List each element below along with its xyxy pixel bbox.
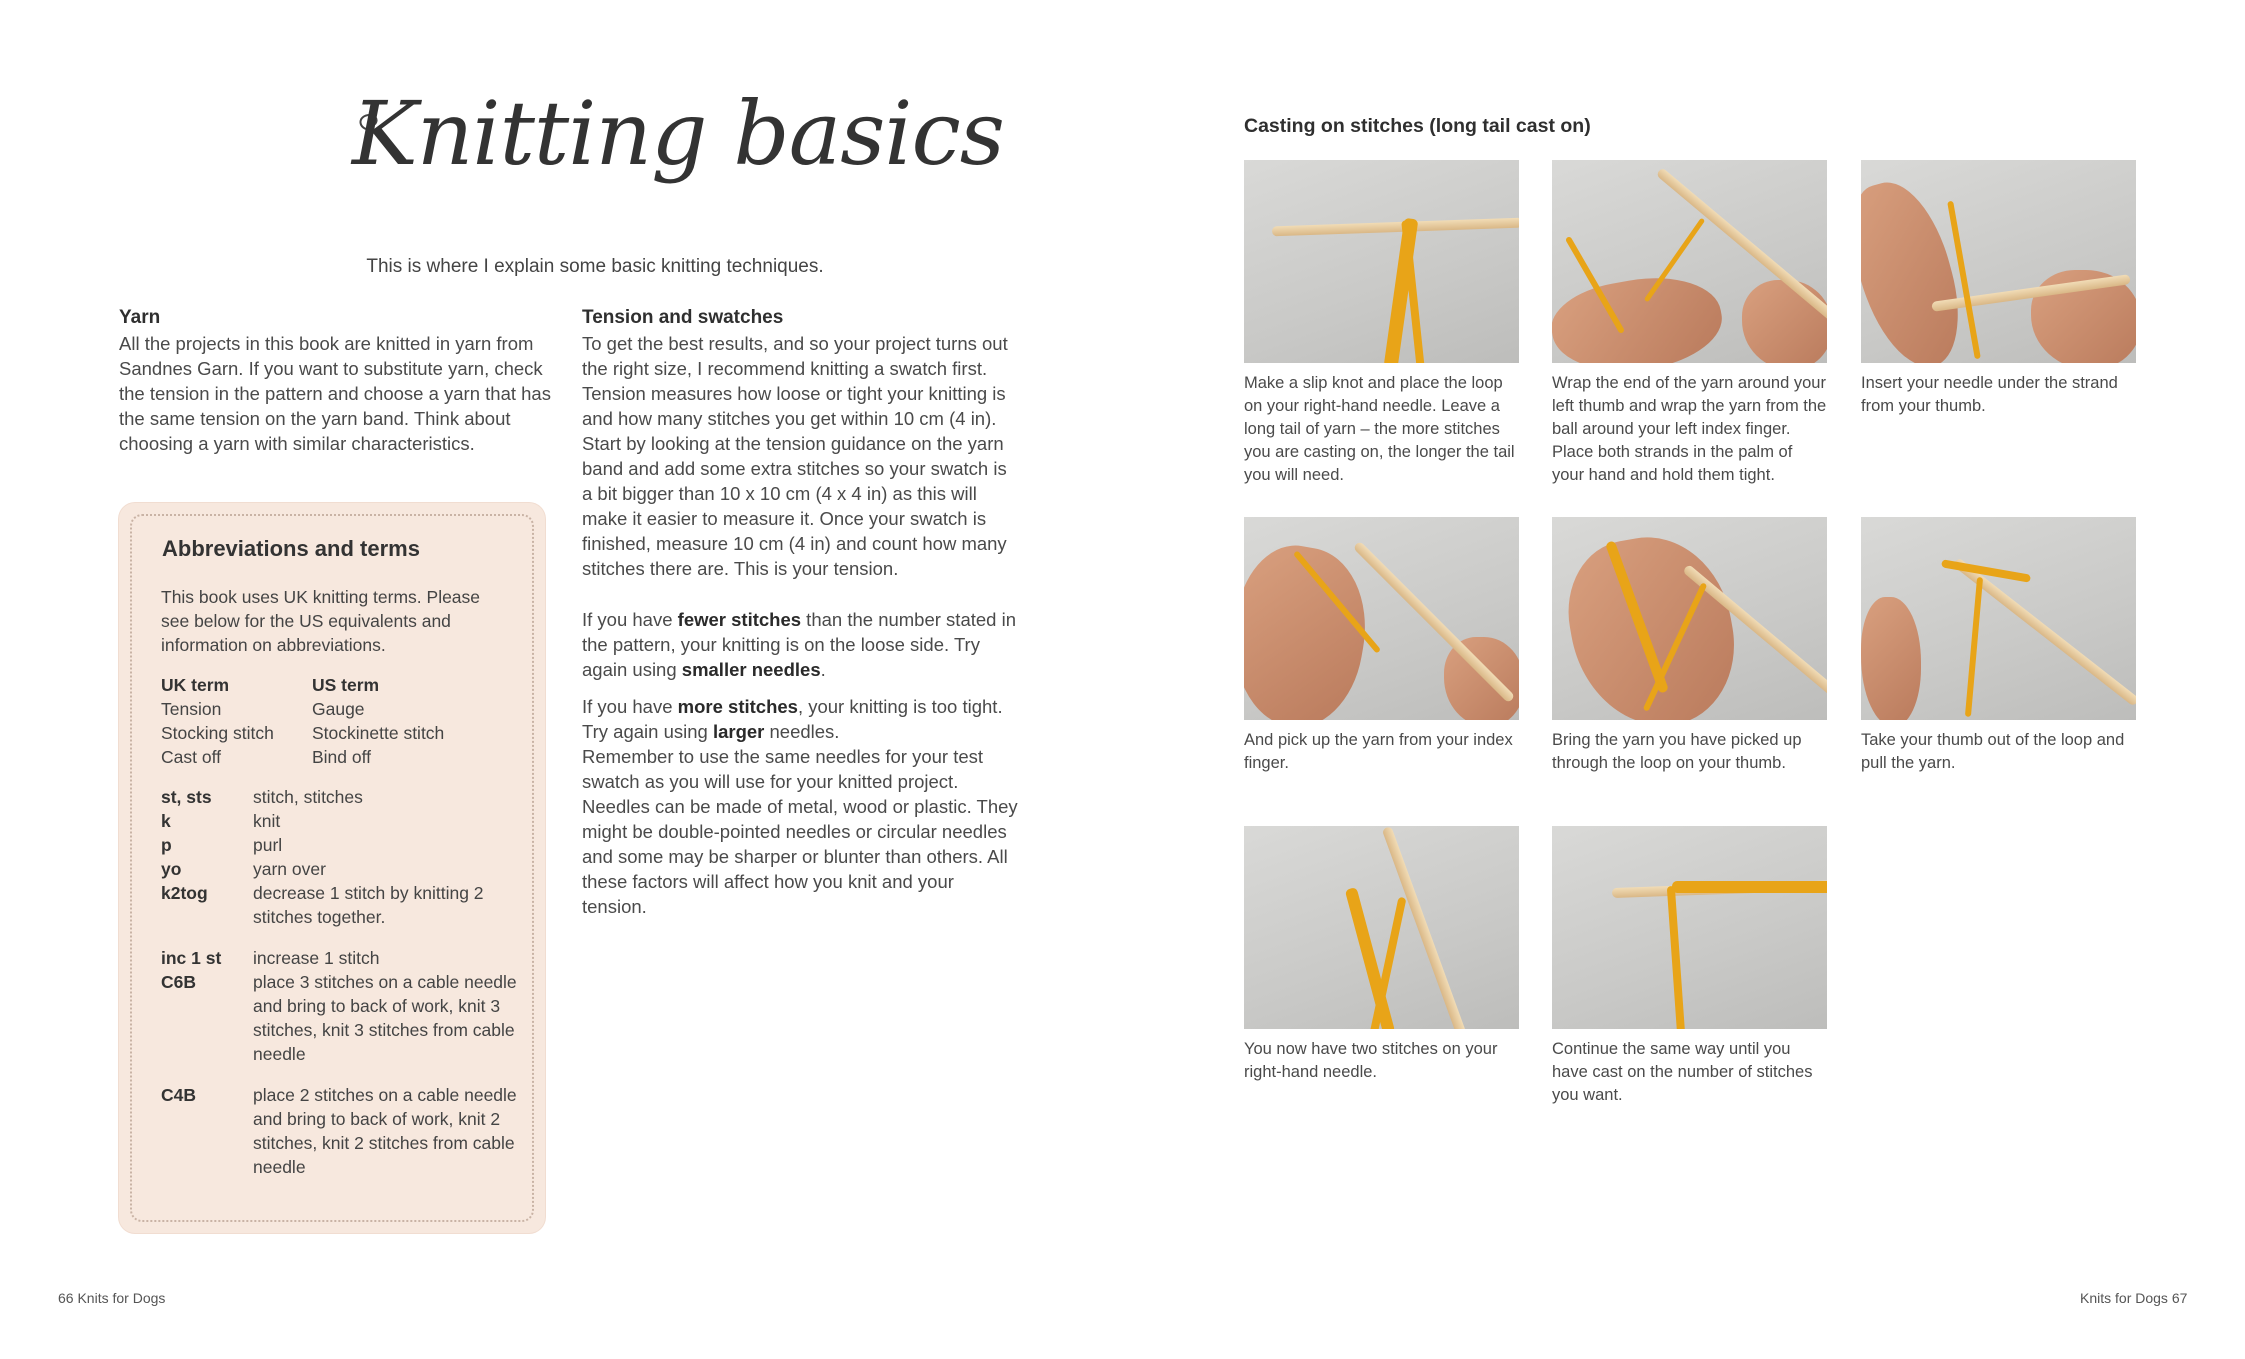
term-table-header: UK term US term xyxy=(161,675,380,695)
cast-on-step-6 xyxy=(1861,517,2136,775)
step-photo xyxy=(1244,160,1519,363)
cast-on-section-title: Casting on stitches (long tail cast on) xyxy=(1244,115,1591,137)
page-title: Knitting basics xyxy=(352,82,1004,185)
yarn-body: All the projects in this book are knitted in yarn from Sandnes Garn. If you want to substitute yarn, check the tension in the pattern and choose a yarn that has the same tension on the yarn band. Think about choosing a yarn with similar characteristics. xyxy=(119,333,551,454)
abbreviation-row: k2tog decrease 1 stitch by knitting 2 stitches together. xyxy=(161,883,484,927)
abbreviation-row: inc 1 st increase 1 stitch xyxy=(161,948,380,968)
page-intro: This is where I explain some basic knitting techniques. xyxy=(366,256,824,277)
abbreviation-row: st, sts stitch, stitches xyxy=(161,787,363,807)
more-stitches-paragraph: If you have more stitches, your knitting is too tight. Try again using larger needles. xyxy=(582,696,1003,742)
step-photo xyxy=(1552,826,1827,1029)
tension-section xyxy=(582,307,1018,931)
yarn-section xyxy=(119,307,555,456)
step-caption: Wrap the end of the yarn around your left thumb and wrap the yarn from the ball around your left index finger. Place both strands in the palm of your hand and hold them tight. xyxy=(1552,374,1827,484)
term-row: Cast off Bind off xyxy=(161,747,372,767)
tension-heading: Tension and swatches xyxy=(582,307,784,328)
cast-on-step-5 xyxy=(1552,517,1827,775)
cast-on-step-3 xyxy=(1861,160,2136,418)
abbreviations-intro: This book uses UK knitting terms. Please see below for the US equivalents and information on abbreviations. xyxy=(161,587,481,655)
abbreviation-row: p purl xyxy=(161,835,283,855)
cast-on-step-1 xyxy=(1244,160,1519,487)
step-caption: Continue the same way until you have cast on the number of stitches you want. xyxy=(1552,1040,1813,1104)
needles-paragraph: Remember to use the same needles for your test swatch as you will use for your knitted project. Needles can be made of metal, wood or plastic. They might be double-pointed needles or circular needles and some may be sharper or blunter than others. All these factors will affect how you knit and your tension. xyxy=(582,746,1018,917)
yarn-heading: Yarn xyxy=(119,307,161,328)
cast-on-step-7 xyxy=(1244,826,1519,1084)
step-photo xyxy=(1552,160,1827,363)
step-photo xyxy=(1244,517,1519,720)
step-photo xyxy=(1861,517,2136,720)
term-row: Tension Gauge xyxy=(161,699,365,719)
cast-on-step-8 xyxy=(1552,826,1827,1107)
abbreviation-list xyxy=(161,785,521,1179)
abbreviations-box xyxy=(119,503,545,1233)
cast-on-step-4 xyxy=(1244,517,1519,775)
abbreviation-row: yo yarn over xyxy=(161,859,326,879)
abbreviation-row: C6B place 3 stitches on a cable needle and bring to back of work, knit 3 stitches, knit 3 stitches from cable needle xyxy=(161,972,517,1064)
term-row: Stocking stitch Stockinette stitch xyxy=(161,723,445,743)
step-caption: You now have two stitches on your right-hand needle. xyxy=(1244,1040,1498,1081)
abbreviation-row: k knit xyxy=(161,811,281,831)
step-caption: Insert your needle under the strand from your thumb. xyxy=(1861,374,2118,415)
left-folio: 66 Knits for Dogs xyxy=(58,1290,166,1306)
abbreviations-title: Abbreviations and terms xyxy=(162,536,420,561)
step-caption: Bring the yarn you have picked up through the loop on your thumb. xyxy=(1552,731,1802,772)
step-photo xyxy=(1552,517,1827,720)
step-caption: Make a slip knot and place the loop on your right-hand needle. Leave a long tail of yarn – the more stitches you are casting on, the longer the tail you will need. xyxy=(1244,374,1515,484)
abbreviation-row: C4B place 2 stitches on a cable needle and bring to back of work, knit 2 stitches, knit 2 stitches from cable needle xyxy=(161,1085,517,1177)
tension-body: To get the best results, and so your project turns out the right size, I recommend knitting a swatch first. Tension measures how loose or tight your knitting is and how many stitches you get within 10 cm (4 in). Start by looking at the tension guidance on the yarn band and add some extra stitches so your swatch is a bit bigger than 10 x 10 cm (4 x 4 in) as this will make it easier to measure it. Once your swatch is finished, measure 10 cm (4 in) and count how many stitches there are. This is your tension. xyxy=(582,333,1008,579)
cast-on-step-2 xyxy=(1552,160,1827,487)
step-caption: And pick up the yarn from your index finger. xyxy=(1244,731,1513,772)
step-photo xyxy=(1244,826,1519,1029)
step-caption: Take your thumb out of the loop and pull the yarn. xyxy=(1861,731,2125,772)
fewer-stitches-paragraph: If you have fewer stitches than the number stated in the pattern, your knitting is on the loose side. Try again using smaller needles. xyxy=(582,609,1016,680)
step-photo xyxy=(1861,160,2136,363)
right-folio: Knits for Dogs 67 xyxy=(2080,1290,2188,1306)
term-table xyxy=(161,673,444,769)
